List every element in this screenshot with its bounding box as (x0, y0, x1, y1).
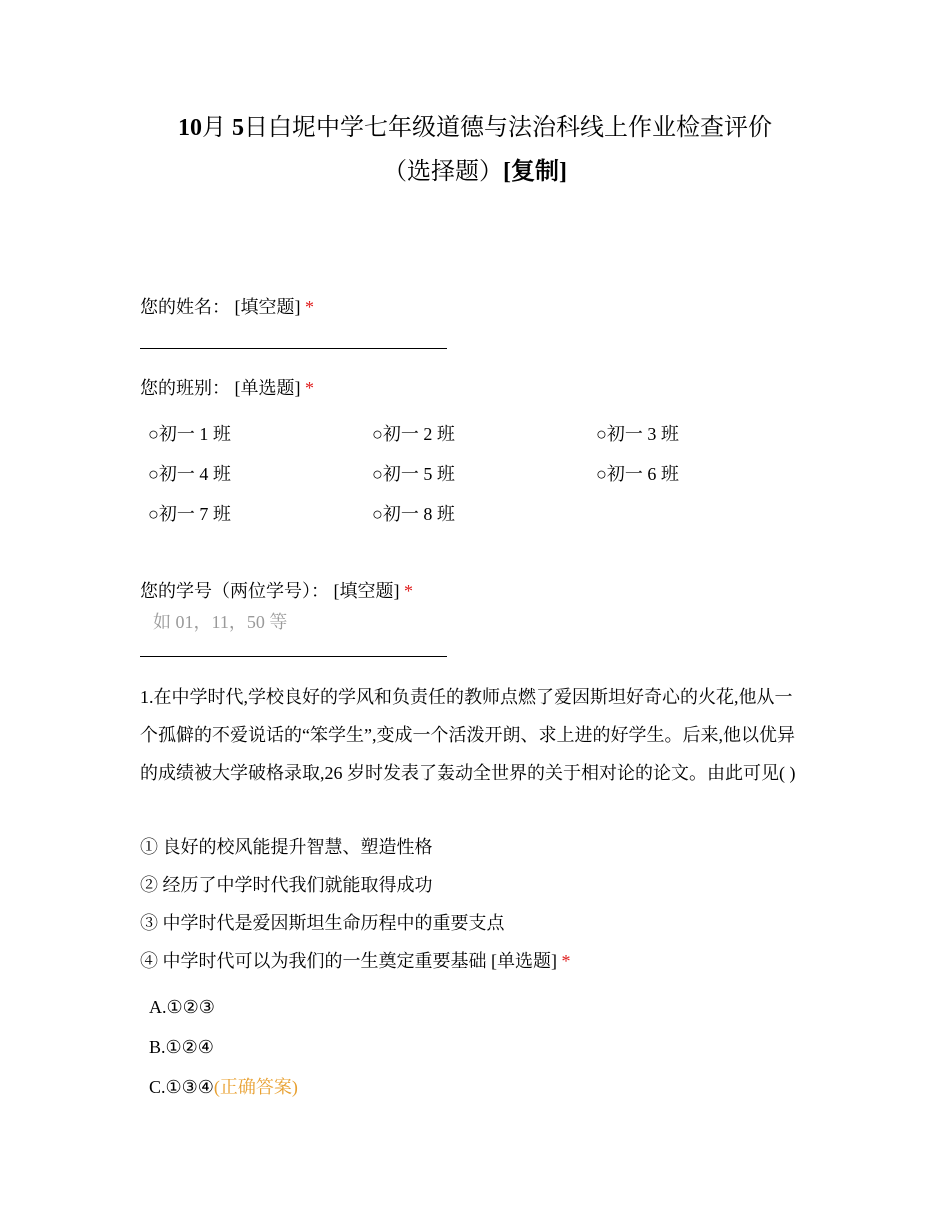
question-class-label: 您的班别： [单选题] * (140, 378, 314, 398)
answer-option-c[interactable]: C.①③④(正确答案) (149, 1077, 298, 1097)
answer-option-b[interactable]: B.①②④ (149, 1037, 214, 1057)
page-title: 10月 5日白坭中学七年级道德与法治科线上作业检查评价 （选择题）[复制] (178, 115, 772, 185)
answer-option-a[interactable]: A.①②③ (149, 997, 215, 1017)
copy-link[interactable]: [复制] (503, 159, 567, 185)
class-option-5[interactable]: ○初一 5 班 (372, 464, 455, 484)
class-option-8[interactable]: ○初一 8 班 (372, 504, 455, 524)
question-type-tag: [填空题] (333, 581, 400, 601)
required-mark: * (561, 951, 571, 971)
name-input-line[interactable] (140, 348, 447, 349)
correct-answer-note: (正确答案) (213, 1077, 298, 1097)
class-option-6[interactable]: ○初一 6 班 (596, 464, 679, 484)
required-mark: * (305, 297, 314, 317)
id-input-line[interactable] (140, 656, 447, 657)
class-option-7[interactable]: ○初一 7 班 (148, 504, 231, 524)
required-mark: * (305, 378, 314, 398)
question-type-tag: [单选题] (234, 378, 301, 398)
class-option-4[interactable]: ○初一 4 班 (148, 464, 231, 484)
class-option-1[interactable]: ○初一 1 班 (148, 424, 231, 444)
statement-3: ③ 中学时代是爱因斯坦生命历程中的重要支点 (140, 913, 505, 933)
class-option-2[interactable]: ○初一 2 班 (372, 424, 455, 444)
required-mark: * (404, 581, 413, 601)
question-name-label: 您的姓名： [填空题] * (140, 297, 314, 317)
question-1-text: 1.在中学时代,学校良好的学风和负责任的教师点燃了爱因斯坦好奇心的火花,他从一个孤僻的不爱说话的“笨学生”,变成一个活泼开朗、求上进的好学生。后来,他以优异的成绩被大学破格录取,26 岁时发表了轰动全世界的关于相对论的论文。由此可见( ) (140, 687, 796, 783)
statement-1: ① 良好的校风能提升智慧、塑造性格 (140, 837, 433, 857)
question-type-tag: [填空题] (234, 297, 301, 317)
id-input-placeholder[interactable]: 如 01，11，50 等 (153, 612, 288, 632)
question-id-label: 您的学号（两位学号）： [填空题] * (140, 581, 413, 601)
statement-4: ④ 中学时代可以为我们的一生奠定重要基础 [单选题] * (140, 951, 571, 971)
question-type-tag: [单选题] (491, 951, 557, 971)
class-option-3[interactable]: ○初一 3 班 (596, 424, 679, 444)
statement-2: ② 经历了中学时代我们就能取得成功 (140, 875, 433, 895)
